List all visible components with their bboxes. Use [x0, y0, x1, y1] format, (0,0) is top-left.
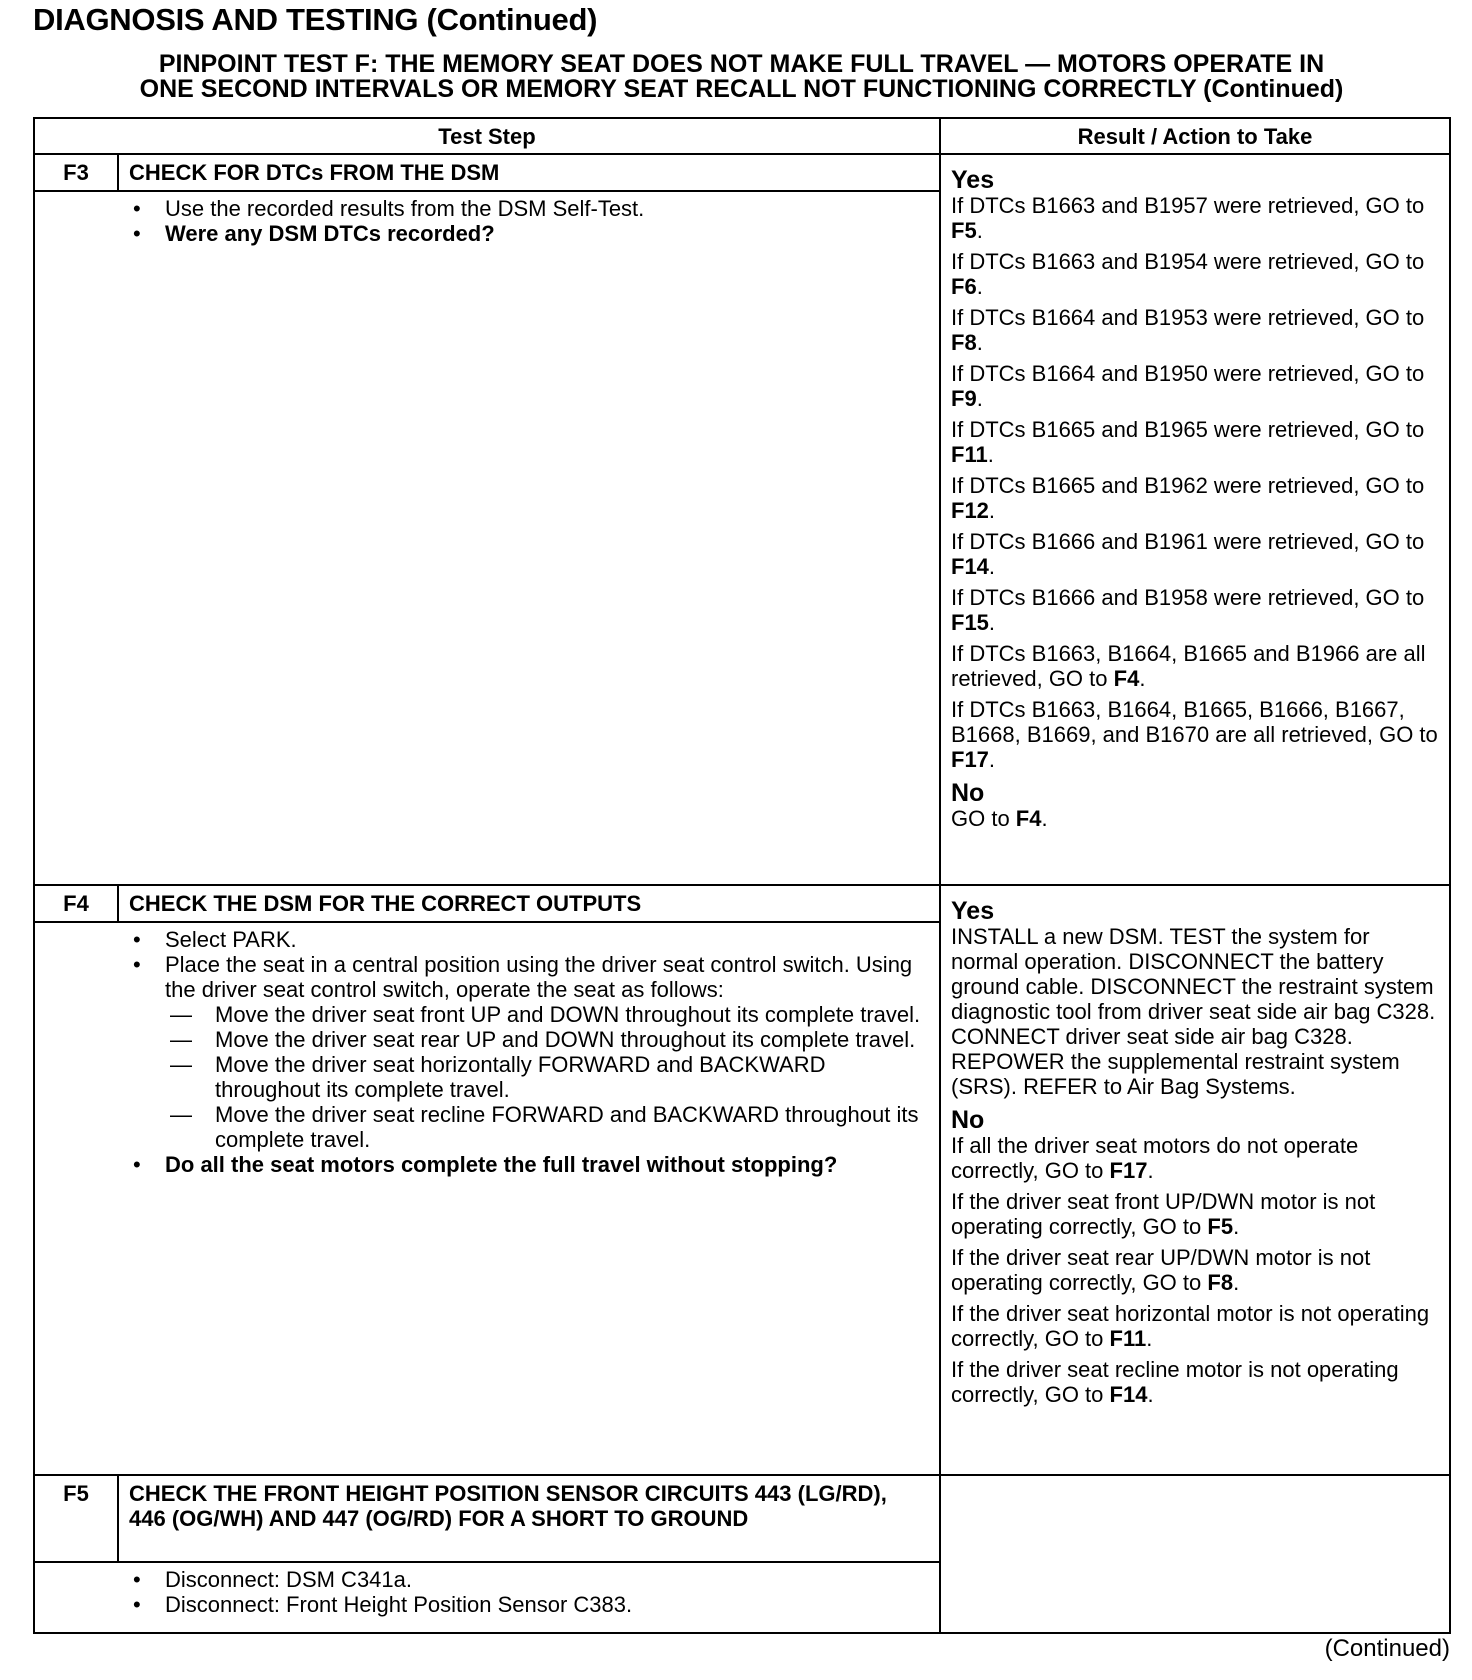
result-label-no: No [951, 1106, 985, 1134]
goto-step-link[interactable]: F9 [951, 386, 977, 411]
result-text: If DTCs B1664 and B1950 were retrieved, GO to [951, 361, 1425, 386]
continued-note: (Continued) [1324, 1635, 1450, 1662]
result-text: If DTCs B1663, B1664, B1665, B1666, B1667, B1668, B1669, and B1670 are all retrieved, GO to [951, 697, 1438, 747]
pinpoint-test-table [33, 117, 1451, 1634]
result-action [951, 924, 1441, 1099]
result-text: If DTCs B1665 and B1965 were retrieved, GO to [951, 417, 1425, 442]
period: . [987, 442, 994, 467]
step-heading-row [34, 1475, 1450, 1562]
bullet-item [45, 952, 929, 1002]
result-action [951, 1357, 1441, 1407]
instruction-text: Use the recorded results from the DSM Self-Test. [165, 196, 645, 221]
goto-step-link[interactable]: F8 [1207, 1270, 1234, 1295]
bullet-item [45, 221, 929, 246]
result-text: If DTCs B1663, B1664, B1665 and B1966 are all retrieved, GO to [951, 641, 1426, 691]
result-action [951, 585, 1441, 635]
result-action [951, 361, 1441, 411]
dash-glyph: — [170, 1052, 192, 1077]
dash-item [45, 1052, 929, 1102]
result-text: If the driver seat horizontal motor is not operating correctly, GO to [951, 1301, 1430, 1351]
period: . [976, 386, 983, 411]
step-id: F4 [34, 885, 118, 922]
instruction-text: Were any DSM DTCs recorded? [165, 221, 495, 246]
result-text: INSTALL a new DSM. TEST the system for normal operation. DISCONNECT the battery ground cable. DISCONNECT the restraint system diagnostic tool from driver seat side air bag C328. CONNECT driver seat side air bag C328. REPOWER the supplemental restraint system (SRS). REFER to Air Bag Systems. [951, 924, 1436, 1099]
instruction-text: Select PARK. [165, 927, 297, 952]
result-cell [940, 885, 1450, 1475]
result-text: If all the driver seat motors do not operate correctly, GO to [951, 1133, 1359, 1183]
goto-step-link[interactable]: F6 [951, 274, 977, 299]
goto-step-link[interactable]: F5 [1207, 1214, 1234, 1239]
instruction-text: Do all the seat motors complete the full travel without stopping? [165, 1152, 838, 1177]
result-action [951, 193, 1441, 243]
step-heading: CHECK THE FRONT HEIGHT POSITION SENSOR CIRCUITS 443 (LG/RD), 446 (OG/WH) AND 447 (OG/RD) FOR A SHORT TO GROUND [118, 1475, 940, 1562]
bullet-glyph: • [133, 1592, 141, 1617]
result-text: If DTCs B1665 and B1962 were retrieved, GO to [951, 473, 1425, 498]
pinpoint-test-title [33, 52, 1450, 102]
result-label-no: No [951, 779, 985, 807]
goto-step-link[interactable]: F12 [951, 498, 989, 523]
result-cell [940, 1475, 1450, 1633]
bullet-item [45, 1152, 929, 1177]
result-action [951, 1189, 1441, 1239]
goto-step-link[interactable]: F5 [951, 218, 977, 243]
page-title: DIAGNOSIS AND TESTING (Continued) [33, 2, 598, 37]
step-heading: CHECK THE DSM FOR THE CORRECT OUTPUTS [118, 885, 940, 922]
step-id: F5 [34, 1475, 118, 1562]
step-heading-row [34, 154, 1450, 191]
period: . [1146, 1326, 1153, 1351]
goto-step-link[interactable]: F15 [951, 610, 989, 635]
instruction-text: Move the driver seat front UP and DOWN throughout its complete travel. [215, 1002, 921, 1027]
period: . [988, 747, 996, 772]
result-text: If DTCs B1666 and B1958 were retrieved, GO to [951, 585, 1425, 610]
period: . [988, 498, 996, 523]
subtitle-line-2: ONE SECOND INTERVALS OR MEMORY SEAT RECALL NOT FUNCTIONING CORRECTLY (Continued) [139, 75, 1344, 103]
period: . [1147, 1382, 1154, 1407]
dash-item [45, 1002, 929, 1027]
bullet-glyph: • [133, 927, 141, 952]
result-action [951, 305, 1441, 355]
step-id: F3 [34, 154, 118, 191]
bullet-glyph: • [133, 1567, 141, 1592]
result-text: If the driver seat recline motor is not operating correctly, GO to [951, 1357, 1399, 1407]
goto-step-link[interactable]: F4 [1015, 806, 1042, 831]
dash-glyph: — [170, 1002, 192, 1027]
bullet-glyph: • [133, 196, 141, 221]
result-label-yes: Yes [951, 897, 995, 925]
column-header-result: Result / Action to Take [940, 118, 1450, 154]
result-action [951, 249, 1441, 299]
result-action [951, 1133, 1441, 1183]
bullet-glyph: • [133, 952, 141, 977]
result-cell [940, 154, 1450, 885]
bullet-glyph: • [133, 1152, 141, 1177]
dash-item [45, 1027, 929, 1052]
step-heading-row [34, 885, 1450, 922]
result-text: If DTCs B1664 and B1953 were retrieved, GO to [951, 305, 1425, 330]
result-text: If the driver seat rear UP/DWN motor is not operating correctly, GO to [951, 1245, 1371, 1295]
instruction-text: Disconnect: Front Height Position Sensor C383. [165, 1592, 633, 1617]
result-text: If DTCs B1663 and B1954 were retrieved, GO to [951, 249, 1425, 274]
instruction-text: Move the driver seat horizontally FORWARD and BACKWARD throughout its complete travel. [215, 1052, 826, 1102]
period: . [988, 554, 996, 579]
goto-step-link[interactable]: F11 [951, 442, 988, 467]
period: . [976, 330, 983, 355]
period: . [1233, 1214, 1240, 1239]
period: . [976, 218, 983, 243]
dash-item [45, 1102, 929, 1152]
subtitle-line-1: PINPOINT TEST F: THE MEMORY SEAT DOES NOT MAKE FULL TRAVEL — MOTORS OPERATE IN [158, 50, 1325, 78]
goto-step-link[interactable]: F11 [1109, 1326, 1147, 1351]
goto-step-link[interactable]: F4 [1113, 666, 1140, 691]
period: . [1147, 1158, 1154, 1183]
result-action [951, 1245, 1441, 1295]
period: . [976, 274, 983, 299]
result-text: GO to [951, 806, 1016, 831]
goto-step-link[interactable]: F17 [951, 747, 989, 772]
result-text: If DTCs B1666 and B1961 were retrieved, GO to [951, 529, 1425, 554]
step-instructions [34, 922, 940, 1475]
result-action [951, 641, 1441, 691]
goto-step-link[interactable]: F14 [1109, 1382, 1148, 1407]
result-action [951, 1301, 1441, 1351]
goto-step-link[interactable]: F17 [1109, 1158, 1148, 1183]
bullet-item [45, 1567, 929, 1592]
column-header-test-step: Test Step [34, 118, 940, 154]
result-action [951, 806, 1441, 831]
period: . [1041, 806, 1048, 831]
bullet-item [45, 196, 929, 221]
instruction-text: Disconnect: DSM C341a. [165, 1567, 412, 1592]
result-action [951, 697, 1441, 772]
step-instructions [34, 191, 940, 885]
period: . [1139, 666, 1146, 691]
period: . [1233, 1270, 1240, 1295]
goto-step-link[interactable]: F14 [951, 554, 989, 579]
instruction-text: Move the driver seat rear UP and DOWN throughout its complete travel. [215, 1027, 916, 1052]
result-action [951, 473, 1441, 523]
result-label-yes: Yes [951, 166, 995, 194]
result-action [951, 417, 1441, 467]
bullet-glyph: • [133, 221, 141, 246]
dash-glyph: — [170, 1027, 192, 1052]
result-action [951, 529, 1441, 579]
dash-glyph: — [170, 1102, 192, 1127]
bullet-item [45, 1592, 929, 1617]
bullet-item [45, 927, 929, 952]
instruction-text: Move the driver seat recline FORWARD and BACKWARD throughout its complete travel. [215, 1102, 919, 1152]
period: . [988, 610, 996, 635]
step-heading: CHECK FOR DTCs FROM THE DSM [118, 154, 940, 191]
step-instructions [34, 1562, 940, 1633]
result-text: If DTCs B1663 and B1957 were retrieved, GO to [951, 193, 1425, 218]
goto-step-link[interactable]: F8 [951, 330, 977, 355]
instruction-text: Place the seat in a central position using the driver seat control switch. Using the driver seat control switch, operate the seat as follows: [165, 952, 913, 1002]
table-header-row [34, 118, 1450, 154]
result-text: If the driver seat front UP/DWN motor is not operating correctly, GO to [951, 1189, 1376, 1239]
